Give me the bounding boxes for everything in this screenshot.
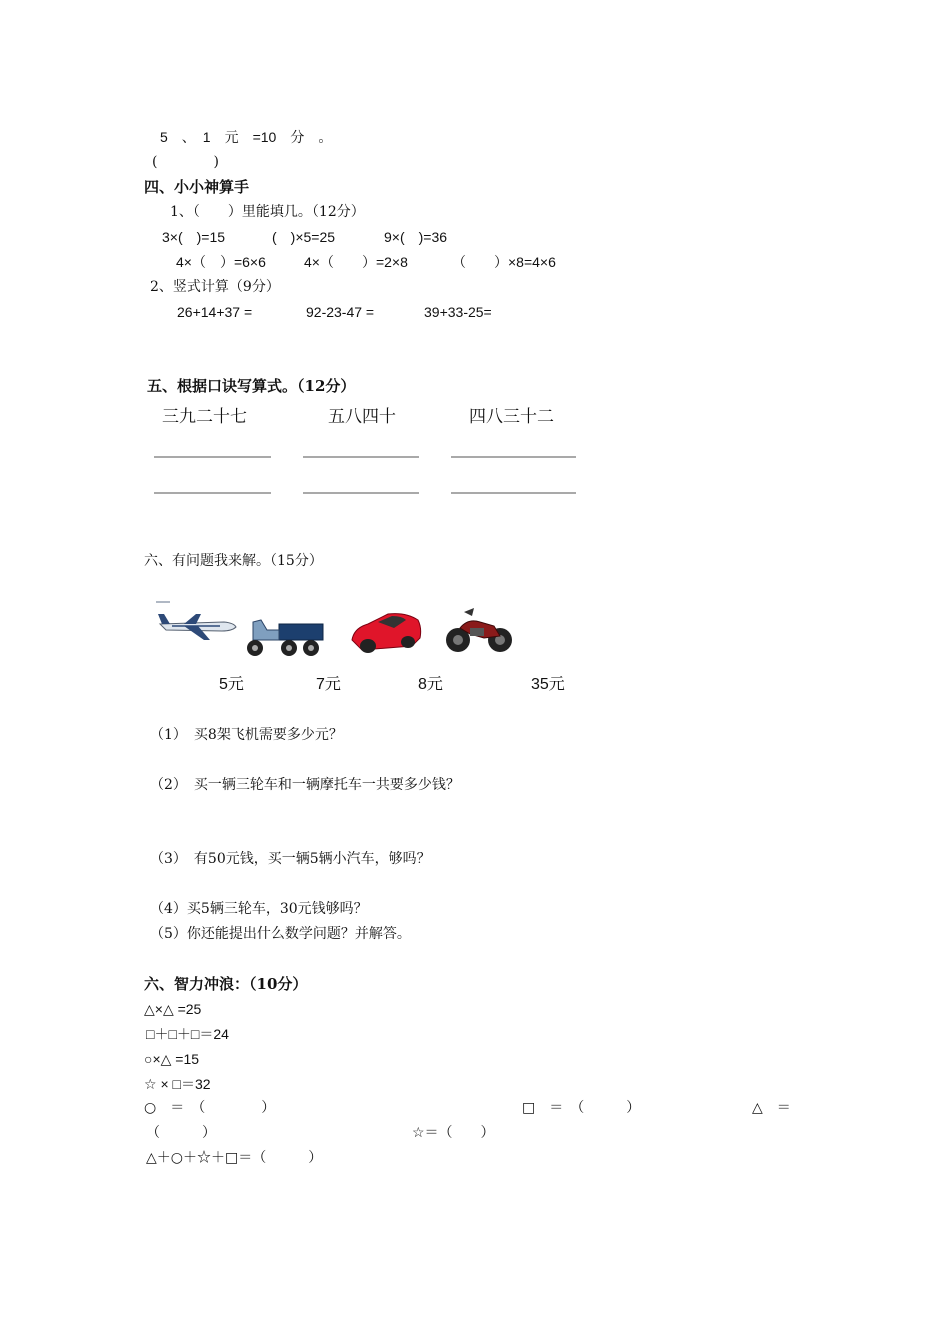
fill-row1-c: 9×( )=36 [384,229,448,245]
part-2-title: 2、竖式计算（9分） [150,279,280,295]
section-5-title: 五、根据口诀写算式。（12分） [147,377,356,395]
fill-row1-b: ( )×5=25 [272,229,336,245]
part-1-title: 1、（ ）里能填几。（12分） [170,204,365,220]
rhyme-2: 五八四十 [328,407,396,426]
final-sum: △＋○＋☆＋□＝（ ） [146,1150,323,1166]
motorcycle-icon [444,600,514,658]
answer-circle: ○ ＝ （ ） [144,1100,276,1116]
answer-triangle-paren: （ ） [146,1125,216,1141]
fill-row2-b: 4×（ ）=2×8 [304,254,408,270]
airplane-icon [154,600,240,644]
price-airplane: 5元 [219,676,244,693]
car-icon [348,606,424,658]
answer-triangle: △ ＝ [752,1100,791,1116]
answer-square: □ ＝ （ ） [522,1100,641,1116]
equation-4: ☆ × □＝32 [144,1076,211,1092]
price-tricycle: 7元 [316,676,341,693]
fill-row1-a: 3×( )=15 [162,229,226,245]
question-5: （5）你还能提出什么数学问题？并解答。 [150,926,411,942]
section-7-title: 六、智力冲浪：（10分） [144,975,308,993]
answer-line-1a [154,456,271,458]
answer-line-3a [451,456,576,458]
answer-line-1b [154,492,271,494]
rhyme-1: 三九二十七 [162,407,247,426]
calc-2: 92-23-47 = [306,304,375,320]
section-4-title: 四、小小神算手 [144,178,250,196]
equation-3: ○×△ =15 [144,1051,200,1067]
answer-line-3b [451,492,576,494]
tricycle-icon [239,612,325,660]
calc-1: 26+14+37 = [177,304,253,320]
price-car: 8元 [418,676,443,693]
equation-2: □＋□＋□＝24 [146,1026,229,1042]
q5-answer-paren: ( ) [152,154,219,170]
equation-1: △×△ =25 [144,1001,202,1017]
calc-3: 39+33-25= [424,304,492,320]
q5-line: 5 、 1 元 =10 分 。 [160,129,333,145]
price-motorcycle: 35元 [531,676,565,693]
rhyme-3: 四八三十二 [469,407,554,426]
fill-row2-c: （ ）×8=4×6 [452,254,556,270]
fill-row2-a: 4×（ ）=6×6 [176,254,266,270]
answer-star: ☆＝（ ） [412,1125,495,1141]
section-6-title: 六、有问题我来解。（15分） [144,553,323,569]
question-1: （1） 买8架飞机需要多少元？ [150,727,343,743]
question-4: （4）买5辆三轮车，30元钱够吗？ [150,901,368,917]
question-2: （2） 买一辆三轮车和一辆摩托车一共要多少钱？ [150,777,460,793]
answer-line-2a [303,456,419,458]
answer-line-2b [303,492,419,494]
question-3: （3） 有50元钱，买一辆5辆小汽车，够吗？ [150,851,431,867]
